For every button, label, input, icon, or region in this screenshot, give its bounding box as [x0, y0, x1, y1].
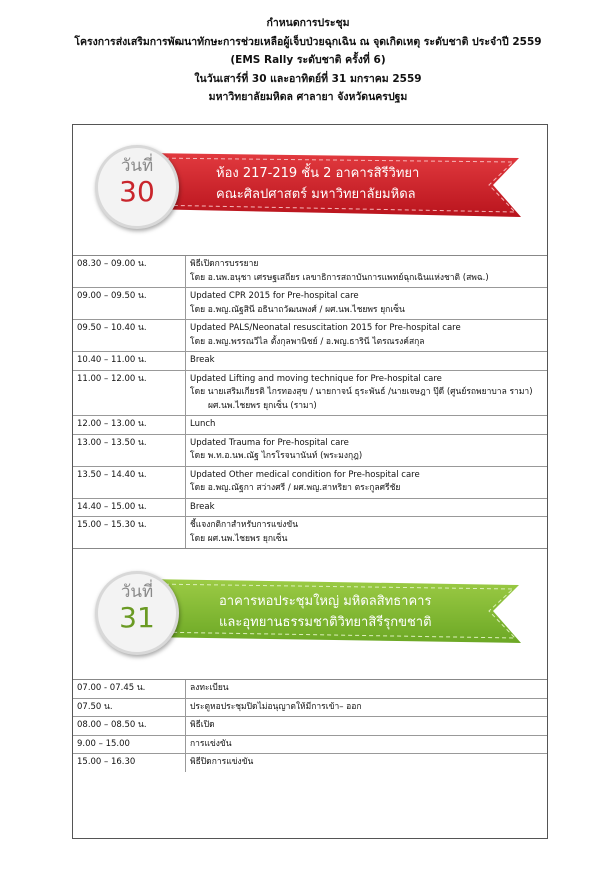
day2-number: 31	[119, 601, 155, 634]
row-speaker: โดย นายเสริมเกียรติ ไกรทองสุข / นายกาจน์ ธุระพันธ์ /นายเจษฎา ปุ๊ดี (ศูนย์รถพยาบาล รามา)	[190, 387, 533, 397]
row-activity	[186, 466, 548, 498]
row-time: 15.00 – 15.30 น.	[73, 517, 186, 549]
table-row	[73, 466, 547, 498]
row-activity	[186, 320, 548, 352]
row-time: 07.00 - 07.45 น.	[73, 680, 186, 698]
day1-word: วันที่	[120, 156, 154, 176]
row-title: Updated CPR 2015 for Pre-hospital care	[190, 291, 359, 301]
day2-venue-line1: อาคารหอประชุมใหญ่ มหิดลสิทธาคาร	[219, 594, 432, 609]
table-row	[73, 320, 547, 352]
row-speaker: โดย ผศ.นพ.ไชยพร ยุกเซ็น	[190, 533, 288, 544]
row-speaker-extra: ผศ.นพ.ไชยพร ยุกเซ็น (รามา)	[208, 400, 317, 411]
row-activity	[186, 498, 548, 517]
row-title: Lunch	[190, 419, 216, 429]
header-venue: มหาวิทยาลัยมหิดล ศาลายา จังหวัดนครปฐม	[208, 91, 408, 103]
row-activity	[186, 370, 548, 416]
table-row	[73, 754, 547, 772]
row-activity: พิธีปิดการแข่งขัน	[186, 754, 548, 772]
day2-badge	[95, 571, 179, 655]
row-time: 12.00 – 13.00 น.	[73, 416, 186, 435]
day2-word: วันที่	[120, 582, 154, 602]
row-title: ชี้แจงกติกาสำหรับการแข่งขัน	[190, 520, 299, 530]
header-title: กำหนดการประชุม	[266, 17, 350, 29]
row-time: 10.40 – 11.00 น.	[73, 352, 186, 371]
table-row	[73, 416, 547, 435]
row-speaker: โดย อ.นพ.อนุชา เศรษฐเสถียร เลขาธิการสถาบันการแพทย์ฉุกเฉินแห่งชาติ (สพฉ.)	[190, 272, 489, 283]
table-row	[73, 517, 547, 549]
day2-venue	[219, 591, 432, 633]
day2-banner	[73, 548, 547, 680]
document-header	[0, 0, 616, 107]
row-time: 9.00 – 15.00	[73, 735, 186, 754]
table-row	[73, 735, 547, 754]
row-time: 08.00 – 08.50 น.	[73, 717, 186, 736]
row-activity: ประตูหอประชุมปิดไม่อนุญาตให้มีการเข้า– ออก	[186, 698, 548, 717]
row-activity	[186, 416, 548, 435]
row-activity: ลงทะเบียน	[190, 683, 229, 693]
table-row	[73, 288, 547, 320]
row-title: Updated Trauma for Pre-hospital care	[190, 437, 349, 448]
table-row	[73, 434, 547, 466]
row-title: Break	[190, 355, 215, 365]
table-row	[73, 498, 547, 517]
table-row	[73, 698, 547, 717]
row-time: 11.00 – 12.00 น.	[73, 370, 186, 416]
row-activity	[186, 517, 548, 549]
day2-schedule-table	[73, 680, 547, 772]
row-time: 13.50 – 14.40 น.	[73, 466, 186, 498]
header-subtitle: (EMS Rally ระดับชาติ ครั้งที่ 6)	[230, 54, 386, 66]
day1-number: 30	[119, 175, 155, 208]
row-title: Updated PALS/Neonatal resuscitation 2015 for Pre-hospital care	[190, 323, 461, 333]
table-row	[73, 370, 547, 416]
day1-banner	[73, 125, 547, 256]
day1-venue-line2: คณะศิลปศาสตร์ มหาวิทยาลัยมหิดล	[216, 187, 416, 202]
row-time: 07.50 น.	[73, 698, 186, 717]
schedule-frame	[72, 124, 548, 839]
day1-badge	[95, 145, 179, 229]
header-dates: ในวันเสาร์ที่ 30 และอาทิตย์ที่ 31 มกราคม 2559	[194, 72, 422, 85]
row-title: Updated Lifting and moving technique for Pre-hospital care	[190, 373, 442, 384]
row-activity	[186, 288, 548, 320]
row-time: 08.30 – 09.00 น.	[73, 256, 186, 288]
row-time: 09.50 – 10.40 น.	[73, 320, 186, 352]
row-title: Break	[190, 501, 215, 512]
row-speaker: โดย พ.ท.อ.นพ.ณัฐ ไกรโรจนานันท์ (พระมงกุฎ)	[190, 451, 363, 461]
day1-schedule-table	[73, 256, 547, 548]
row-speaker: โดย อ.พญ.ณัฐสินี อธินาถวัฒนพงศ์ / ผศ.นพ.ไชยพร ยุกเซ็น	[190, 304, 405, 315]
table-row	[73, 352, 547, 371]
day2-venue-line2: และอุทยานธรรมชาติวิทยาสิรีรุกขชาติ	[219, 615, 432, 630]
row-time: 15.00 – 16.30	[73, 754, 186, 772]
row-speaker: โดย อ.พญ.ณัฐกา สว่างศรี / ผศ.พญ.สาหริยา ตระกูลศรีชัย	[190, 483, 401, 493]
day1-venue-line1: ห้อง 217-219 ชั้น 2 อาคารสิรีวิทยา	[216, 166, 420, 181]
table-row	[73, 680, 547, 698]
row-activity	[186, 434, 548, 466]
row-time: 09.00 – 09.50 น.	[73, 288, 186, 320]
row-title: พิธีเปิดการบรรยาย	[190, 259, 259, 269]
row-time: 13.00 – 13.50 น.	[73, 434, 186, 466]
row-title: Updated Other medical condition for Pre-hospital care	[190, 469, 420, 480]
row-activity: พิธีเปิด	[186, 717, 548, 736]
row-activity	[186, 256, 548, 288]
table-row	[73, 256, 547, 288]
row-activity: การแข่งขัน	[186, 735, 548, 754]
table-row	[73, 717, 547, 736]
row-speaker: โดย อ.พญ.พรรณวีไล ตั้งกุลพานิชย์ / อ.พญ.ธารินี ไตรณรงค์สกุล	[190, 336, 425, 347]
header-project: โครงการส่งเสริมการพัฒนาทักษะการช่วยเหลือผู้เจ็บป่วยฉุกเฉิน ณ จุดเกิดเหตุ ระดับชาติ ประจำปี 2559	[74, 35, 542, 48]
row-time: 14.40 – 15.00 น.	[73, 498, 186, 517]
row-activity	[186, 352, 548, 371]
day1-venue	[216, 163, 419, 205]
